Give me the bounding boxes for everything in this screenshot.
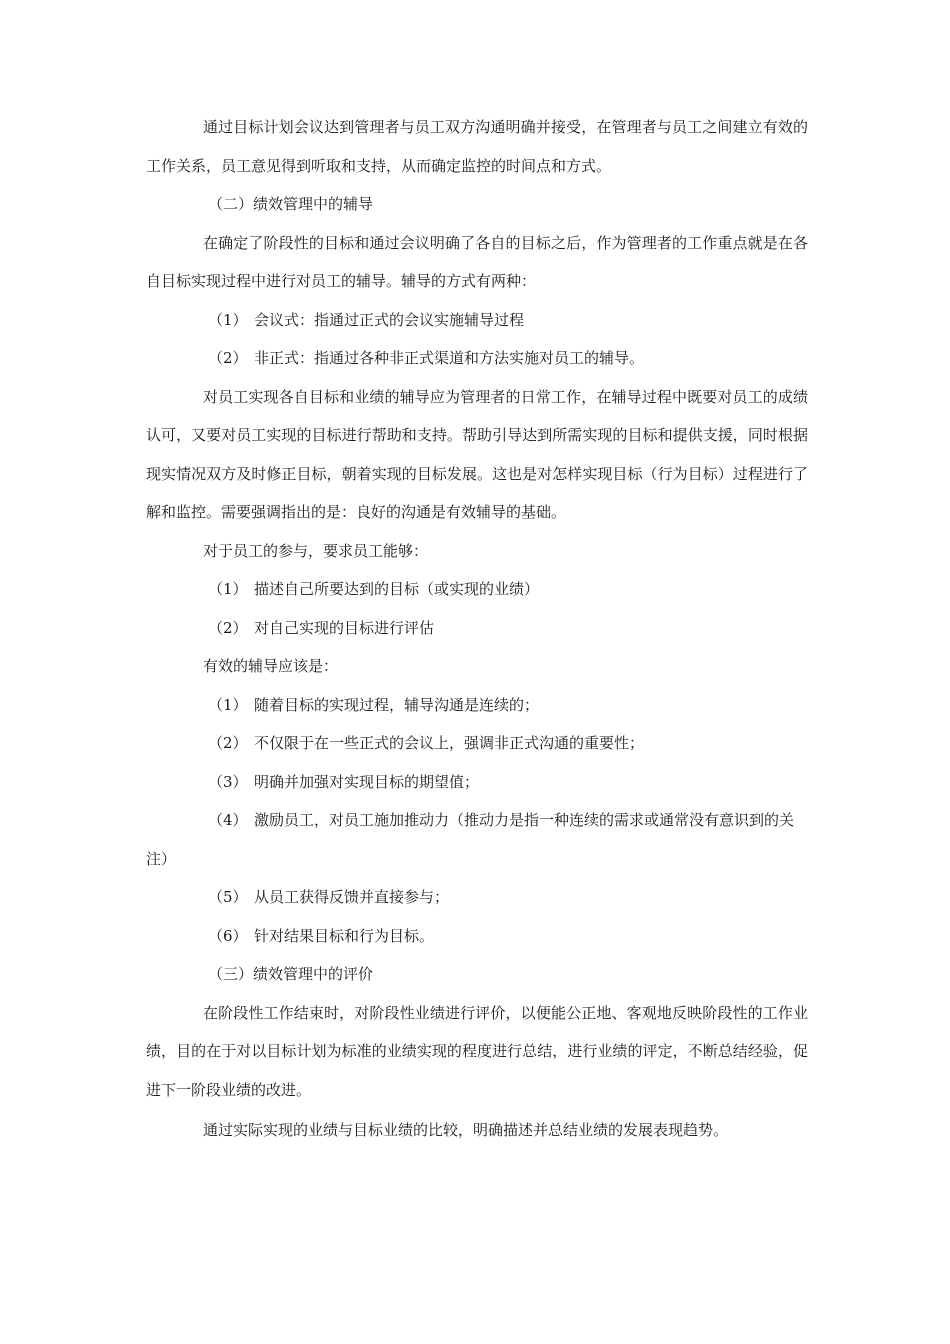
- list-item-number: （3）: [208, 772, 248, 791]
- paragraph-coaching-intro: 在确定了阶段性的目标和通过会议明确了各自的目标之后，作为管理者的工作重点就是在各自目标实现过程中进行对员工的辅导。辅导的方式有两种：: [146, 233, 808, 290]
- list-item-coaching-method: [146, 301, 808, 340]
- paragraph-comparison: 通过实际实现的业绩与目标业绩的比较，明确描述并总结业绩的发展表现趋势。: [203, 1121, 729, 1139]
- list-item-text: 从员工获得反馈并直接参与；: [254, 888, 450, 906]
- list-item-number: （1）: [208, 310, 248, 329]
- paragraph-employee-participation: 对于员工的参与，要求员工能够：: [203, 541, 429, 560]
- list-item-participation: [146, 609, 808, 648]
- list-item-text: 针对结果目标和行为目标。: [254, 926, 435, 945]
- list-item-effective: [146, 801, 808, 878]
- list-item-number: （5）: [208, 888, 248, 906]
- list-item-coaching-method: [146, 339, 808, 378]
- paragraph-evaluation: 在阶段性工作结束时，对阶段性业绩进行评价，以便能公正地、客观地反映阶段性的工作业绩，目的在于对以目标计划为标准的业绩实现的程度进行总结，进行业绩的评定，不断总结经验，促进下一阶段业绩的改进。: [146, 1003, 808, 1099]
- list-item-text: 描述自己所要达到的目标（或实现的业绩）: [254, 580, 540, 598]
- section-heading-evaluation: （三）绩效管理中的评价: [208, 965, 374, 983]
- list-item-text: 会议式：指通过正式的会议实施辅导过程: [254, 310, 525, 329]
- list-item-number: （2）: [208, 349, 248, 367]
- list-item-effective: [146, 917, 808, 956]
- list-item-number: （2）: [208, 734, 248, 752]
- list-item-text: 对自己实现的目标进行评估: [254, 618, 435, 637]
- list-item-effective: [146, 763, 808, 802]
- paragraph-effective-coaching: 有效的辅导应该是：: [203, 657, 339, 675]
- list-item-number: （1）: [208, 580, 248, 598]
- list-item-text: 明确并加强对实现目标的期望值；: [254, 772, 480, 791]
- list-item-effective: [146, 686, 808, 725]
- list-item-number: （1）: [208, 695, 248, 714]
- list-item-text: 非正式：指通过各种非正式渠道和方法实施对员工的辅导。: [254, 349, 645, 367]
- list-item-effective: [146, 724, 808, 763]
- list-item-effective: [146, 878, 808, 917]
- paragraph-planning-meeting: 通过目标计划会议达到管理者与员工双方沟通明确并接受，在管理者与员工之间建立有效的工作关系，员工意见得到听取和支持，从而确定监控的时间点和方式。: [146, 118, 808, 175]
- list-item-participation: [146, 570, 808, 609]
- list-item-number: （2）: [208, 618, 248, 637]
- list-item-text: 不仅限于在一些正式的会议上，强调非正式沟通的重要性；: [254, 734, 645, 752]
- list-item-number: （4）: [208, 811, 248, 829]
- paragraph-daily-coaching: 对员工实现各自目标和业绩的辅导应为管理者的日常工作，在辅导过程中既要对员工的成绩认可，又要对员工实现的目标进行帮助和支持。帮助引导达到所需实现的目标和提供支援，同时根据现实情况双方及时修正目标，朝着实现的目标发展。这也是对怎样实现目标（行为目标）过程进行了解和监控。需要强调指出的是：良好的沟通是有效辅导的基础。: [146, 387, 808, 521]
- list-item-number: （6）: [208, 926, 248, 945]
- document-body: [146, 108, 808, 1150]
- list-item-text: 随着目标的实现过程，辅导沟通是连续的；: [254, 695, 540, 714]
- section-heading-coaching: （二）绩效管理中的辅导: [208, 195, 374, 213]
- list-item-text: 激励员工，对员工施加推动力（推动力是指一种连续的需求或通常没有意识到的关注）: [146, 811, 795, 868]
